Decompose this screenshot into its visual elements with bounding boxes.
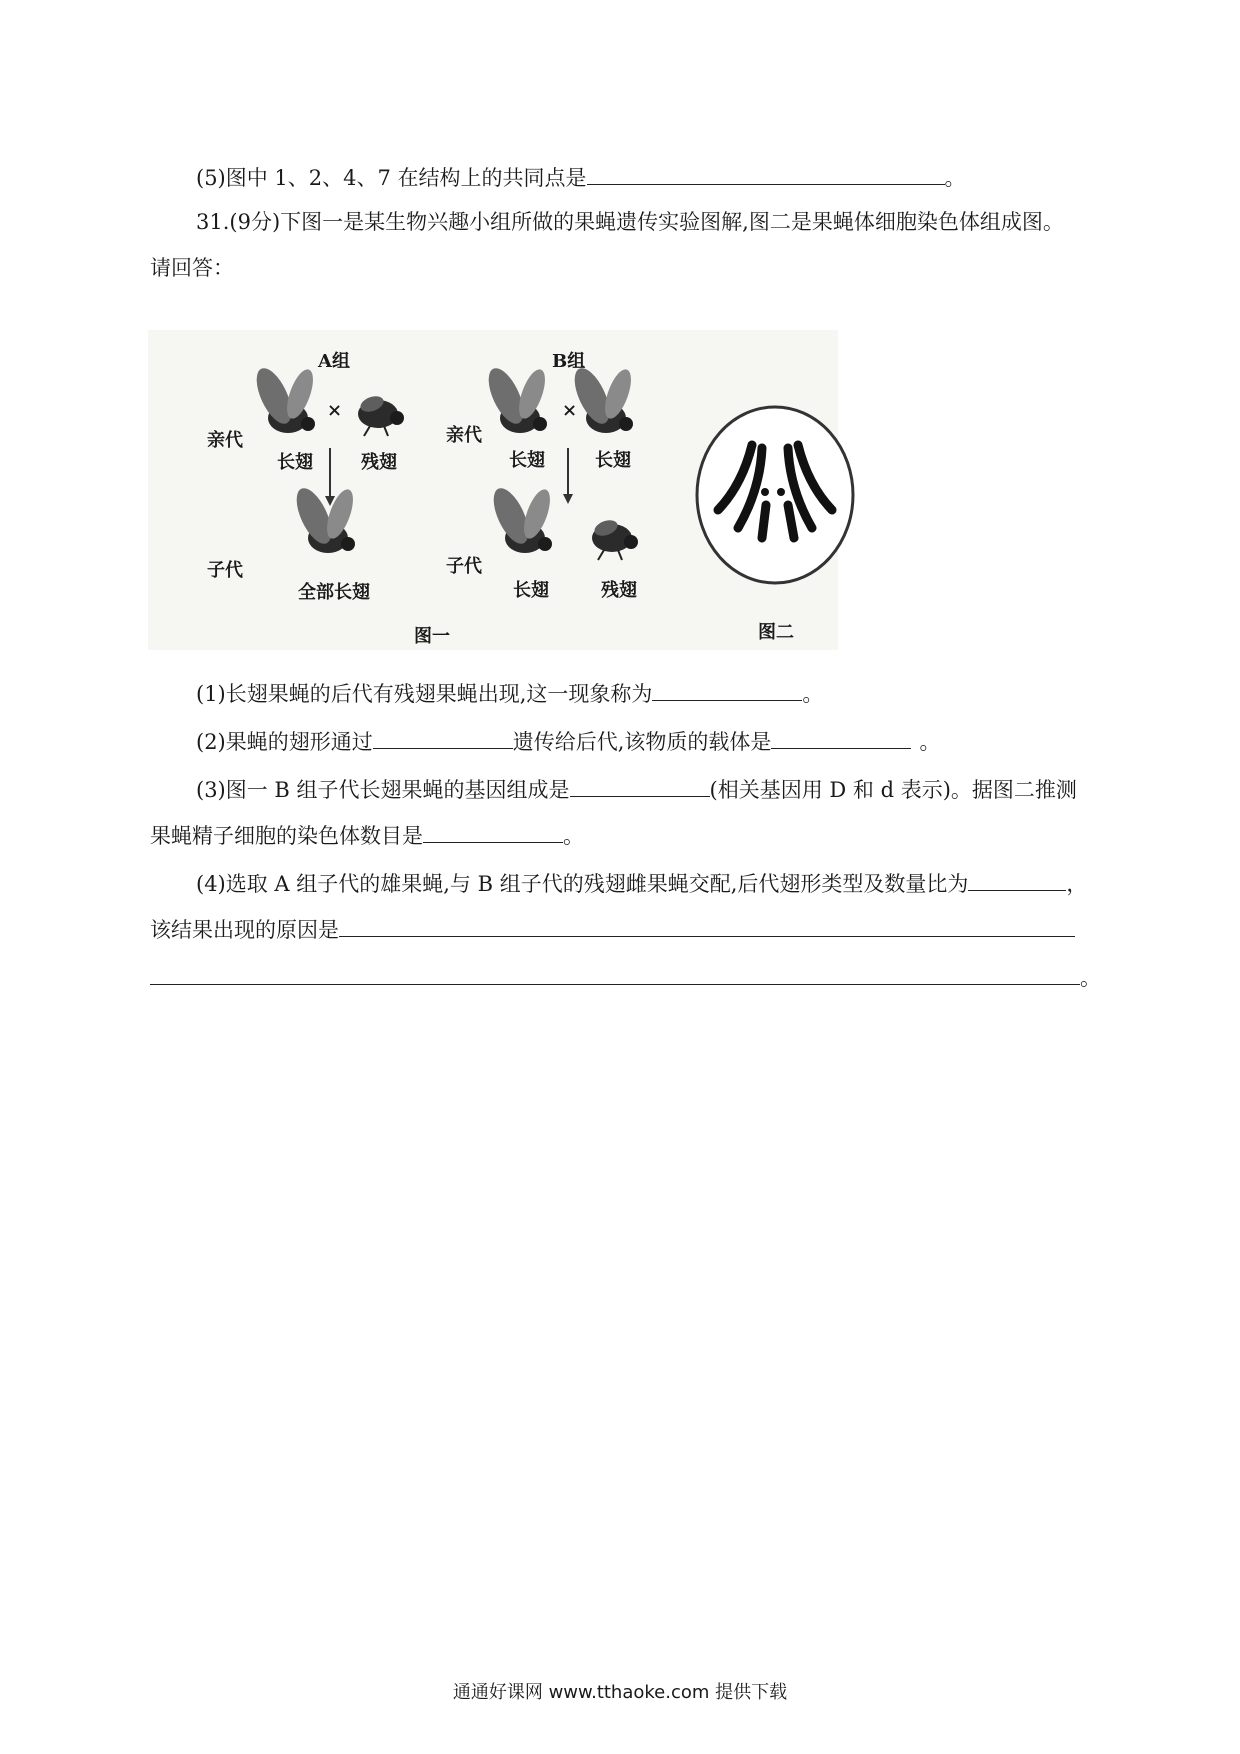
- question-31-intro: 31.(9分)下图一是某生物兴趣小组所做的果蝇遗传实验图解,图二是果蝇体细胞染色体组成图。: [196, 210, 1064, 234]
- label-a-parent-vestigial: 残翅: [361, 452, 397, 473]
- fly-a-parent-vestigial: [358, 393, 404, 436]
- subquestion-2: (2)果蝇的翅形通过 遗传给后代,该物质的载体是 。: [196, 726, 940, 757]
- cross-symbol-b: ×: [562, 400, 578, 421]
- fly-b-parent-long-1: [482, 363, 551, 433]
- answer-blank[interactable]: [373, 726, 513, 749]
- label-b-parent-long-1: 长翅: [509, 450, 545, 471]
- subquestion-4-line3: 。: [150, 962, 1101, 993]
- question-5-text: (5)图中 1、2、4、7 在结构上的共同点是: [196, 166, 587, 190]
- label-b-offspring-vestigial: 残翅: [601, 580, 637, 601]
- label-a-offspring: 全部长翅: [298, 582, 370, 603]
- label-parent-b: 亲代: [446, 425, 482, 446]
- question-5: (5)图中 1、2、4、7 在结构上的共同点是 。: [196, 162, 966, 193]
- group-a-title: A组: [318, 351, 350, 372]
- answer-blank[interactable]: [968, 868, 1066, 891]
- answer-blank[interactable]: [652, 678, 802, 701]
- fly-a-offspring-long: [290, 483, 359, 553]
- answer-blank[interactable]: [339, 914, 1075, 937]
- question-31-prompt: 请回答：: [150, 256, 234, 280]
- subquestion-4: (4)选取 A 组子代的雄果蝇,与 B 组子代的残翅雌果蝇交配,后代翅形类型及数量比为 ，: [196, 868, 1087, 899]
- label-b-parent-long-2: 长翅: [595, 450, 631, 471]
- subquestion-1: (1)长翅果蝇的后代有残翅果蝇出现,这一现象称为 。: [196, 678, 823, 709]
- fly-b-offspring-vestigial: [592, 517, 638, 560]
- cell-outline: [697, 407, 853, 583]
- subquestion-3-line2: 果蝇精子细胞的染色体数目是 。: [150, 820, 584, 851]
- fly-a-parent-long: [250, 363, 319, 433]
- label-offspring-a: 子代: [207, 560, 243, 581]
- label-b-offspring-long: 长翅: [513, 580, 549, 601]
- caption-figure-2: 图二: [758, 622, 794, 643]
- cross-symbol-a: ×: [327, 400, 343, 421]
- group-b-title: B组: [552, 351, 586, 372]
- subquestion-3: (3)图一 B 组子代长翅果蝇的基因组成是 (相关基因用 D 和 d 表示)。据图二推测: [196, 774, 1077, 805]
- label-a-parent-long: 长翅: [277, 452, 313, 473]
- caption-figure-1: 图一: [414, 626, 450, 647]
- answer-blank[interactable]: [570, 774, 710, 797]
- answer-blank[interactable]: [771, 726, 911, 749]
- answer-blank[interactable]: [423, 820, 563, 843]
- label-parent-a: 亲代: [207, 430, 243, 451]
- fly-b-offspring-long: [487, 483, 556, 553]
- label-offspring-b: 子代: [446, 556, 482, 577]
- subquestion-4-line2: 该结果出现的原因是: [150, 914, 1075, 945]
- footer: 通通好课网 www.tthaoke.com 提供下载: [452, 1682, 788, 1703]
- answer-blank[interactable]: [150, 962, 1080, 985]
- fly-b-parent-long-2: [568, 363, 637, 433]
